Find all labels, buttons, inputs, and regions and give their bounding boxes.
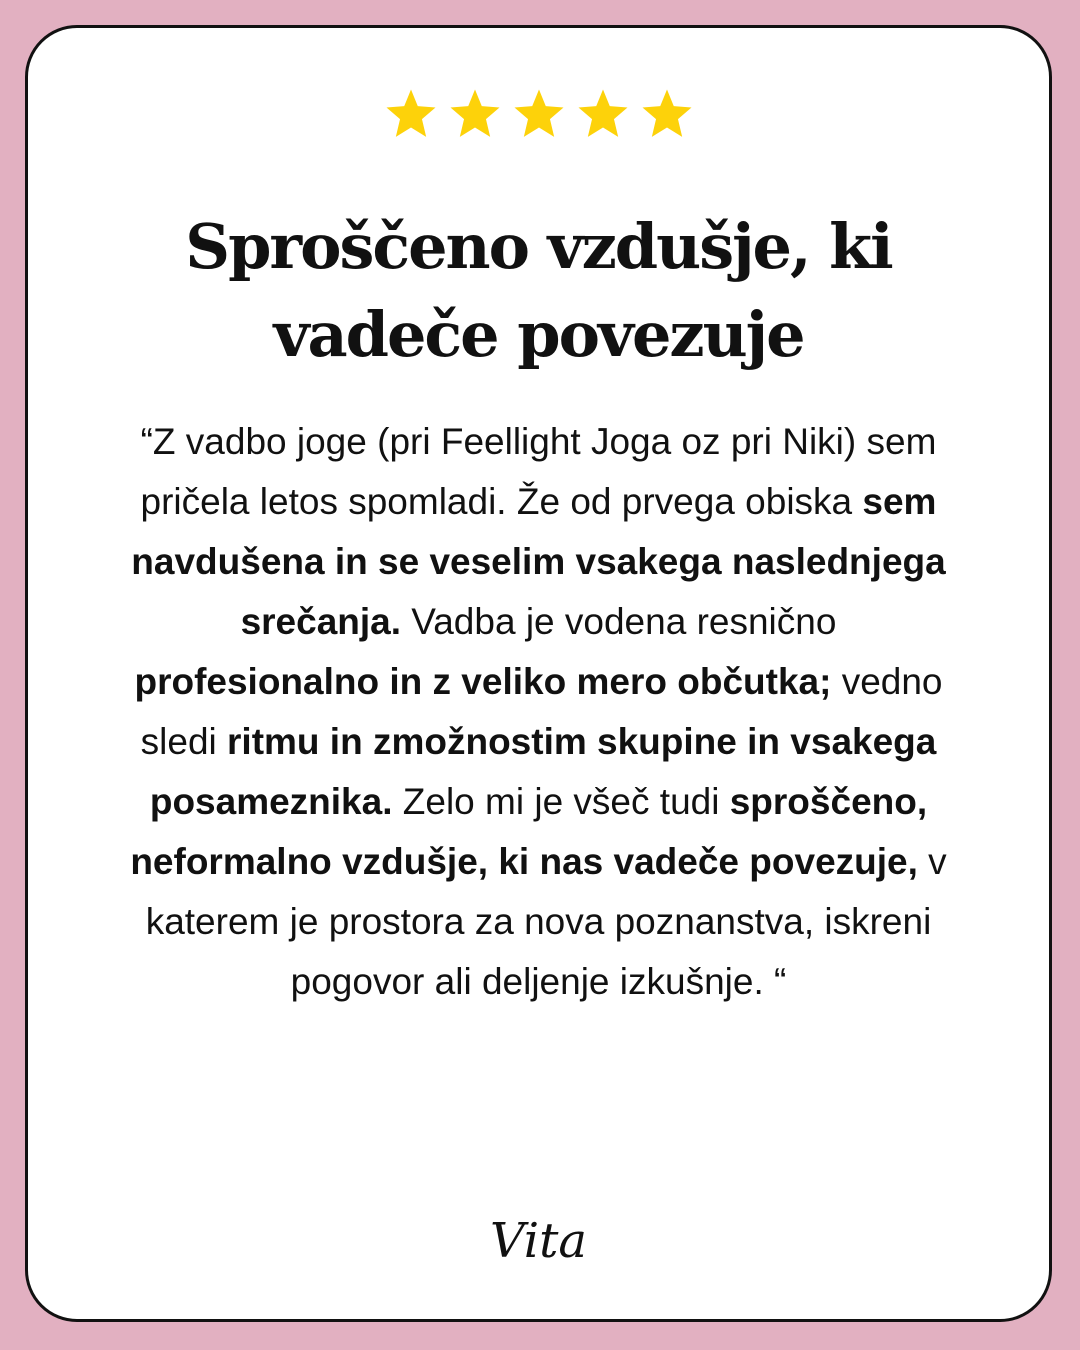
quote-text: Vadba je vodena resnično	[401, 601, 837, 642]
quote-text: v katerem je prostora za nova poznanstva, iskreni pogovor ali deljenje izkušnje. “	[145, 841, 947, 1002]
star-icon	[447, 86, 503, 142]
star-icon	[383, 86, 439, 142]
quote-text: vedno sledi	[140, 661, 943, 762]
quote-highlight: ritmu in zmožnostim skupine in vsakega posameznika.	[149, 721, 937, 822]
star-icon	[511, 86, 567, 142]
review-author: Vita	[489, 1213, 588, 1269]
star-icon	[639, 86, 695, 142]
quote-text: Zelo mi je všeč tudi	[392, 781, 730, 822]
quote-highlight: profesionalno in z veliko mero občutka;	[134, 661, 832, 702]
review-title-line-1: Sproščeno vzdušje, ki	[185, 210, 892, 283]
review-title	[88, 203, 989, 379]
star-icon	[575, 86, 631, 142]
review-title-line-2: vadeče povezuje	[273, 298, 804, 371]
quote-highlight: sem navdušena in se veselim vsakega naslednjega srečanja.	[131, 481, 946, 642]
review-quote	[118, 412, 959, 1012]
star-rating	[28, 86, 1049, 142]
quote-text: “Z vadbo joge (pri Feellight Joga oz pri Niki) sem pričela letos spomladi. Že od prvega obiska	[140, 421, 937, 522]
quote-highlight: sproščeno, neformalno vzdušje, ki nas vadeče povezuje,	[130, 781, 928, 882]
review-card	[25, 25, 1052, 1322]
